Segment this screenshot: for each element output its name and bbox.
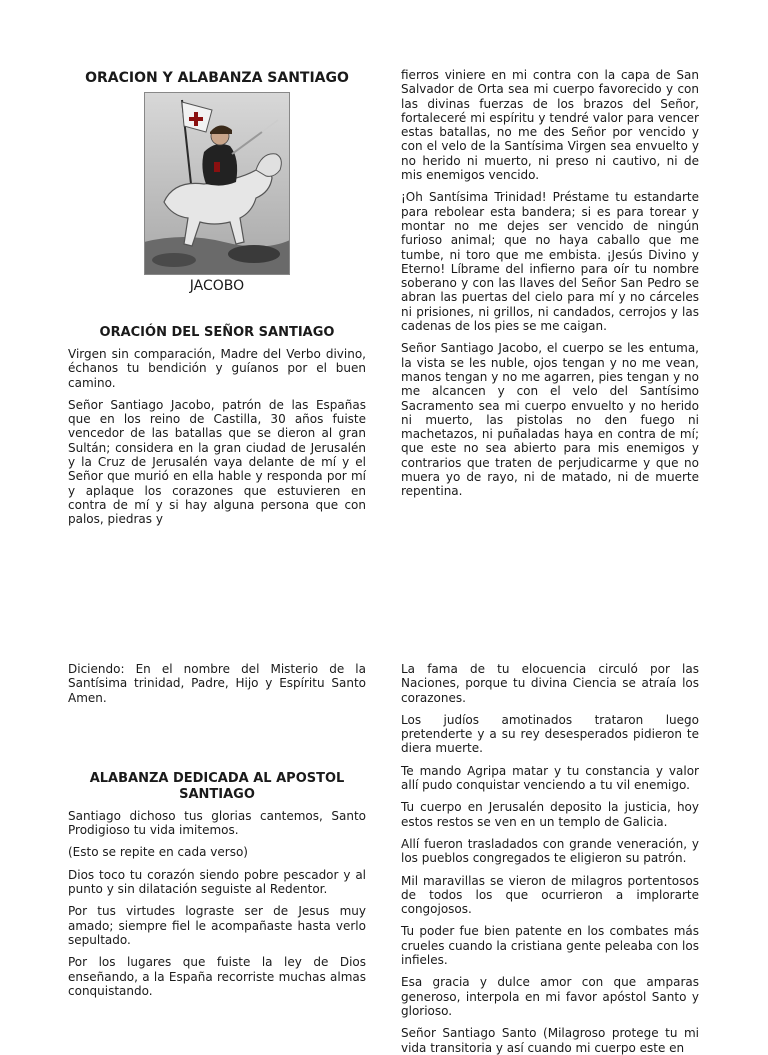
- section-heading-alabanza: ALABANZA DEDICADA AL APOSTOL SANTIAGO: [89, 770, 345, 802]
- paragraph: ¡Oh Santísima Trinidad! Préstame tu estandarte para rebolear esta bandera; si es para torear y montar no me dejes ser vencido de ningún furioso animal; que no haya caballo que me tumbe, ni toro que me embista. ¡Jesús Divino y Eterno! Líbrame del infierno para oír tu nombre soberano y con las llaves del Señor San Pedro se abran las puertas del cielo para mí y no cárceles ni prisiones, ni grillos, ni candados, cerrojos y las cadenas de los pies se me caigan.: [401, 190, 699, 334]
- paragraph: Por los lugares que fuiste la ley de Dios enseñando, a la España recorriste muchas almas conquistando.: [68, 955, 366, 998]
- saint-james-image: [144, 92, 290, 275]
- paragraph: Esa gracia y dulce amor con que amparas generoso, interpola en mi favor apóstol Santo y glorioso.: [401, 975, 699, 1018]
- page-title: ORACION Y ALABANZA SANTIAGO: [85, 70, 349, 86]
- section-heading-oracion: ORACIÓN DEL SEÑOR SANTIAGO: [99, 325, 335, 340]
- paragraph: Mil maravillas se vieron de milagros portentosos de todos los que ocurrieron a implorarte congojosos.: [401, 873, 699, 917]
- paragraph: La fama de tu elocuencia circuló por las Naciones, porque tu divina Ciencia se atraía los corazones.: [401, 662, 699, 705]
- paragraph: Diciendo: En el nombre del Misterio de la Santísima trinidad, Padre, Hijo y Espíritu Santo Amen.: [68, 662, 366, 705]
- paragraph: fierros viniere en mi contra con la capa de San Salvador de Orta sea mi cuerpo favorecido y con las divinas fuerzas de los brazos del Señor, fortaleceré mi espíritu y tendré valor para vencer estas batallas, no me des Señor por vencido y con el velo de la Santísima Virgen sea envuelto y no herido ni muerto, ni preso ni cautivo, ni de mis enemigos vencido.: [401, 68, 699, 183]
- image-caption: JACOBO: [189, 278, 245, 294]
- paragraph: Señor Santiago Jacobo, patrón de las Españas que en los reino de Castilla, 30 años fuiste vencedor de las batallas que se dieron al gran Sultán; considera en la gran ciudad de Jerusalén y la Cruz de Jerusalén vaya delante de mí y el Señor que murió en ella hable y responda por mí y aplaque los corazones que estuvieren en contra de mí y si hay alguna persona que con palos, piedras y: [68, 397, 366, 527]
- paragraph: Santiago dichoso tus glorias cantemos, Santo Prodigioso tu vida imitemos.: [68, 808, 366, 838]
- paragraph: Por tus virtudes lograste ser de Jesus muy amado; siempre fiel le acompañaste hasta verlo sepultado.: [68, 904, 366, 947]
- paragraph: Dios toco tu corazón siendo pobre pescador y al punto y sin dilatación seguiste al Redentor.: [68, 867, 366, 897]
- saint-james-illustration: [144, 92, 290, 275]
- page2-left-column: [68, 662, 366, 1006]
- paragraph: (Esto se repite en cada verso): [68, 845, 248, 860]
- paragraph: Señor Santiago Jacobo, el cuerpo se les entuma, la vista se les nuble, ojos tengan y no me vean, manos tengan y no me agarren, pies tengan y no me alcancen y con el velo del Santísimo Sacramento sea mi cuerpo envuelto y no herido ni muerto, las pistolas no den fuego ni machetazos, ni puñaladas haya en contra de mí; que este no sea abierto para mis enemigos y contrarios que traten de perjudicarme y que no muera yo de rayo, ni de matado, ni de muerte repentina.: [401, 341, 699, 499]
- paragraph: Tu poder fue bien patente en los combates más crueles cuando la cristiana gente peleaba con los infieles.: [401, 924, 699, 968]
- page1-left-column: [68, 70, 366, 535]
- paragraph: Señor Santiago Santo (Milagroso protege tu mi vida transitoria y así cuando mi cuerpo este en: [401, 1026, 699, 1055]
- page1-right-column: [401, 68, 699, 507]
- paragraph: Te mando Agripa matar y tu constancia y valor allí pudo conquistar venciendo a tu vil enemigo.: [401, 763, 699, 793]
- paragraph: Los judíos amotinados trataron luego pretenderte y a su rey desesperados pidieron te diera muerte.: [401, 712, 699, 756]
- page2-right-column: [401, 662, 699, 1055]
- paragraph: Allí fueron trasladados con grande veneración, y los pueblos congregados te eligieron su patrón.: [401, 836, 699, 866]
- paragraph: Virgen sin comparación, Madre del Verbo divino, échanos tu bendición y guíanos por el buen camino.: [68, 347, 366, 390]
- paragraph: Tu cuerpo en Jerusalén deposito la justicia, hoy estos restos se ven en un templo de Galicia.: [401, 800, 699, 829]
